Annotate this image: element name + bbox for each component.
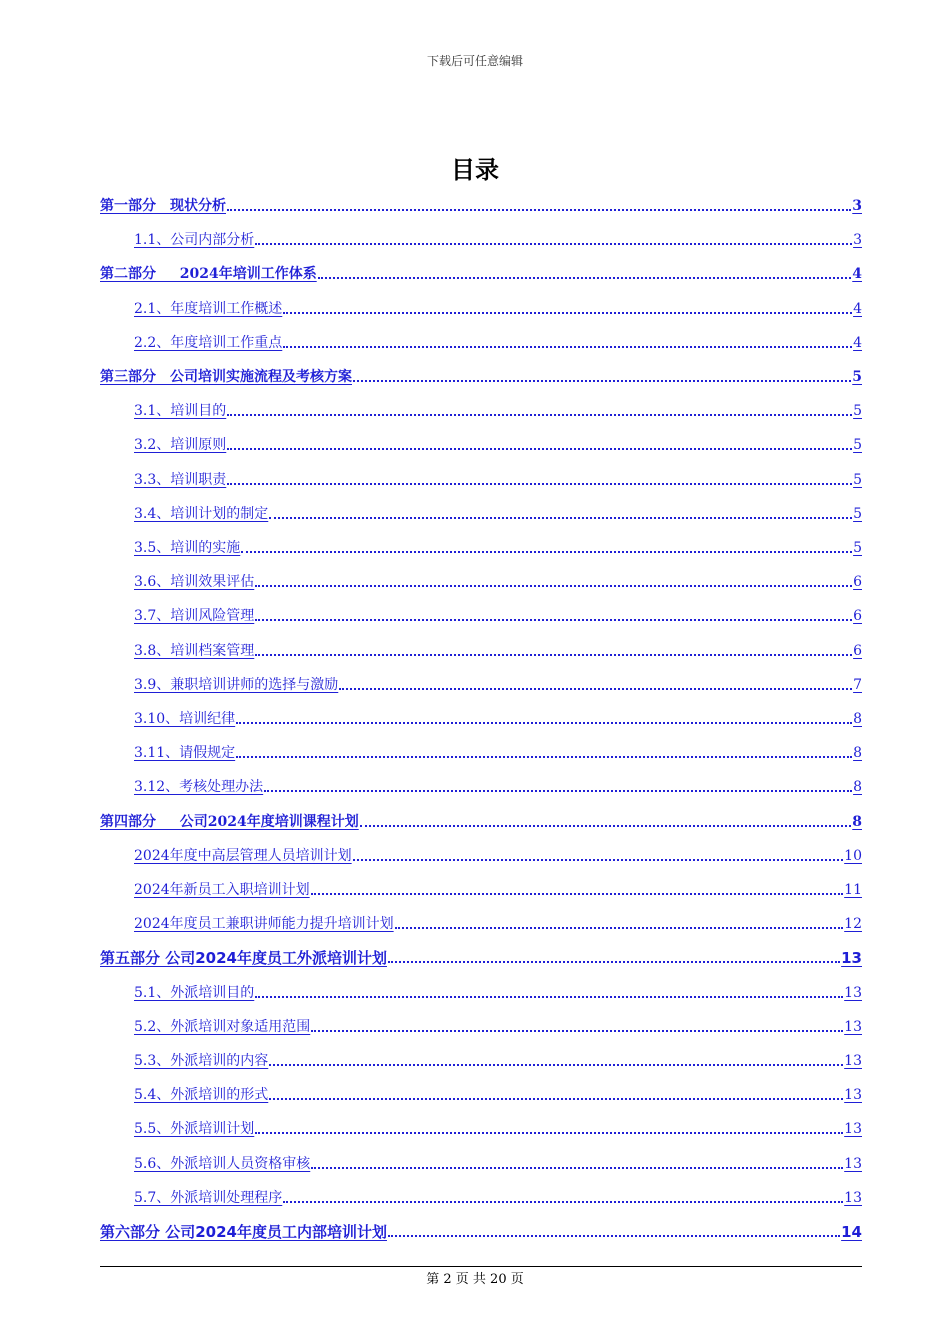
toc-entry-label: 3.7、培训风险管理 (134, 608, 255, 625)
toc-dot-leader (388, 961, 840, 963)
toc-page-number: 5 (853, 437, 862, 454)
toc-dot-leader (283, 312, 852, 314)
toc-dot-leader (311, 1167, 843, 1169)
toc-subsection-link[interactable] (100, 466, 862, 490)
toc-page-number: 5 (853, 505, 862, 522)
toc-subsection-link[interactable] (100, 1184, 862, 1208)
toc-page-number: 13 (841, 949, 862, 968)
toc-dot-leader (395, 927, 844, 929)
toc-subsection-link[interactable] (100, 1047, 862, 1071)
toc-subsection-link[interactable] (100, 431, 862, 455)
toc-subsection-link[interactable] (100, 1150, 862, 1174)
toc-page-number: 4 (853, 300, 862, 317)
toc-dot-leader (339, 688, 852, 690)
toc-entry-label: 3.8、培训档案管理 (134, 642, 255, 659)
toc-dot-leader (227, 448, 852, 450)
toc-entry-label: 第四部分 公司2024年度培训课程计划 (100, 813, 359, 830)
toc-entry-label: 5.2、外派培训对象适用范围 (134, 1018, 311, 1035)
toc-dot-leader (255, 1132, 843, 1134)
toc-dot-leader (255, 619, 852, 621)
toc-dot-leader (318, 277, 852, 279)
toc-dot-leader (227, 483, 852, 485)
toc-page-number: 13 (844, 1018, 862, 1035)
toc-page-number: 13 (844, 984, 862, 1001)
toc-subsection-link[interactable] (100, 1081, 862, 1105)
toc-title: 目录 (451, 156, 499, 184)
page-header-note: 下载后可任意编辑 (426, 54, 523, 68)
toc-page-number: 14 (841, 1223, 862, 1241)
toc-dot-leader (353, 380, 851, 382)
toc-dot-leader (255, 243, 852, 245)
toc-dot-leader (269, 517, 852, 519)
toc-page-number: 13 (844, 1155, 862, 1172)
toc-page-number: 8 (853, 779, 862, 796)
toc-section-link[interactable] (100, 260, 862, 284)
toc-entry-label: 3.5、培训的实施 (134, 540, 241, 556)
toc-entry-label: 5.4、外派培训的形式 (134, 1087, 269, 1104)
toc-section-link[interactable] (100, 192, 862, 216)
toc-dot-leader (236, 756, 852, 758)
toc-page-number: 8 (852, 813, 862, 830)
toc-dot-leader (227, 414, 852, 416)
toc-entry-label: 3.9、兼职培训讲师的选择与激励 (134, 676, 339, 693)
toc-entry-label: 2024年度员工兼职讲师能力提升培训计划 (134, 916, 394, 933)
toc-page-number: 7 (853, 676, 862, 693)
toc-page-number: 4 (853, 334, 862, 351)
toc-dot-leader (236, 722, 852, 724)
toc-page-number: 6 (853, 642, 862, 659)
toc-page-number: 12 (844, 916, 862, 933)
toc-entry-label: 第一部分 现状分析 (100, 198, 226, 214)
toc-subsection-link[interactable] (100, 705, 862, 729)
toc-entry-label: 第六部分 公司2024年度员工内部培训计划 (100, 1223, 387, 1241)
toc-subsection-link[interactable] (100, 671, 862, 695)
toc-entry-label: 1.1、公司内部分析 (134, 232, 255, 249)
toc-page-number: 13 (844, 1053, 862, 1069)
toc-entry-label: 5.1、外派培训目的 (134, 984, 255, 1001)
toc-subsection-link[interactable] (100, 910, 862, 934)
toc-page-number: 8 (853, 745, 862, 762)
toc-entry-label: 3.1、培训目的 (134, 403, 227, 420)
toc-page-number: 6 (853, 608, 862, 625)
toc-page-number: 5 (853, 540, 862, 556)
toc-entry-label: 第三部分 公司培训实施流程及考核方案 (100, 369, 352, 385)
toc-entry-label: 2.1、年度培训工作概述 (134, 300, 283, 317)
toc-entry-label: 3.3、培训职责 (134, 471, 227, 488)
toc-entry-label: 3.10、培训纪律 (134, 711, 236, 727)
toc-dot-leader (269, 1064, 843, 1066)
toc-dot-leader (283, 346, 852, 348)
toc-page-number: 5 (853, 403, 862, 420)
toc-dot-leader (353, 859, 844, 861)
toc-subsection-link[interactable] (100, 226, 862, 250)
toc-entry-label: 2.2、年度培训工作重点 (134, 334, 283, 351)
toc-entry-label: 5.6、外派培训人员资格审核 (134, 1155, 311, 1172)
toc-subsection-link[interactable] (100, 602, 862, 626)
toc-section-link[interactable] (100, 808, 862, 832)
toc-subsection-link[interactable] (100, 534, 862, 558)
toc-dot-leader (311, 1030, 843, 1032)
toc-dot-leader (269, 1098, 843, 1100)
toc-section-link[interactable] (100, 363, 862, 387)
toc-subsection-link[interactable] (100, 876, 862, 900)
toc-page-number: 13 (844, 1087, 862, 1104)
toc-dot-leader (360, 825, 852, 827)
toc-subsection-link[interactable] (100, 500, 862, 524)
toc-subsection-link[interactable] (100, 1013, 862, 1037)
toc-entry-label: 第五部分 公司2024年度员工外派培训计划 (100, 949, 387, 968)
toc-dot-leader (255, 654, 852, 656)
toc-page-number: 5 (853, 471, 862, 488)
toc-entry-label: 5.3、外派培训的内容 (134, 1053, 269, 1069)
toc-subsection-link[interactable] (100, 295, 862, 319)
toc-dot-leader (227, 209, 851, 211)
toc-subsection-link[interactable] (100, 568, 862, 592)
toc-dot-leader (264, 790, 852, 792)
toc-entry-label: 3.12、考核处理办法 (134, 779, 264, 796)
toc-entry-label: 5.5、外派培训计划 (134, 1121, 255, 1138)
toc-subsection-link[interactable] (100, 842, 862, 866)
toc-entry-label: 2024年度中高层管理人员培训计划 (134, 847, 352, 864)
toc-dot-leader (388, 1235, 840, 1237)
toc-subsection-link[interactable] (100, 397, 862, 421)
toc-page-number: 8 (853, 711, 862, 727)
toc-page-number: 13 (844, 1189, 862, 1206)
toc-page-number: 3 (853, 232, 862, 249)
toc-subsection-link[interactable] (100, 773, 862, 797)
toc-page-number: 11 (844, 882, 862, 898)
toc-dot-leader (311, 893, 844, 895)
toc-dot-leader (255, 585, 852, 587)
toc-entry-label: 第二部分 2024年培训工作体系 (100, 266, 317, 283)
toc-page-number: 10 (844, 847, 862, 864)
toc-page-number: 13 (844, 1121, 862, 1138)
toc-page-number: 5 (852, 369, 862, 385)
toc-subsection-link[interactable] (100, 979, 862, 1003)
toc-section-link[interactable] (100, 1218, 862, 1242)
toc-entry-label: 3.4、培训计划的制定 (134, 505, 269, 522)
toc-entry-label: 3.2、培训原则 (134, 437, 227, 454)
toc-entry-label: 3.6、培训效果评估 (134, 574, 255, 591)
footer-divider (100, 1266, 862, 1267)
toc-dot-leader (255, 996, 843, 998)
page-footer: 第 2 页 共 20 页 (426, 1272, 524, 1287)
toc-subsection-link[interactable] (100, 1115, 862, 1139)
toc-subsection-link[interactable] (100, 329, 862, 353)
toc-entry-label: 2024年新员工入职培训计划 (134, 882, 310, 898)
toc-dot-leader (241, 551, 852, 553)
toc-page-number: 3 (852, 198, 862, 214)
toc-entry-label: 3.11、请假规定 (134, 745, 236, 762)
toc-subsection-link[interactable] (100, 637, 862, 661)
toc-subsection-link[interactable] (100, 739, 862, 763)
toc-page-number: 6 (853, 574, 862, 591)
toc-section-link[interactable] (100, 944, 862, 968)
toc-dot-leader (283, 1201, 843, 1203)
toc-page-number: 4 (852, 266, 862, 283)
toc-entry-label: 5.7、外派培训处理程序 (134, 1189, 283, 1206)
